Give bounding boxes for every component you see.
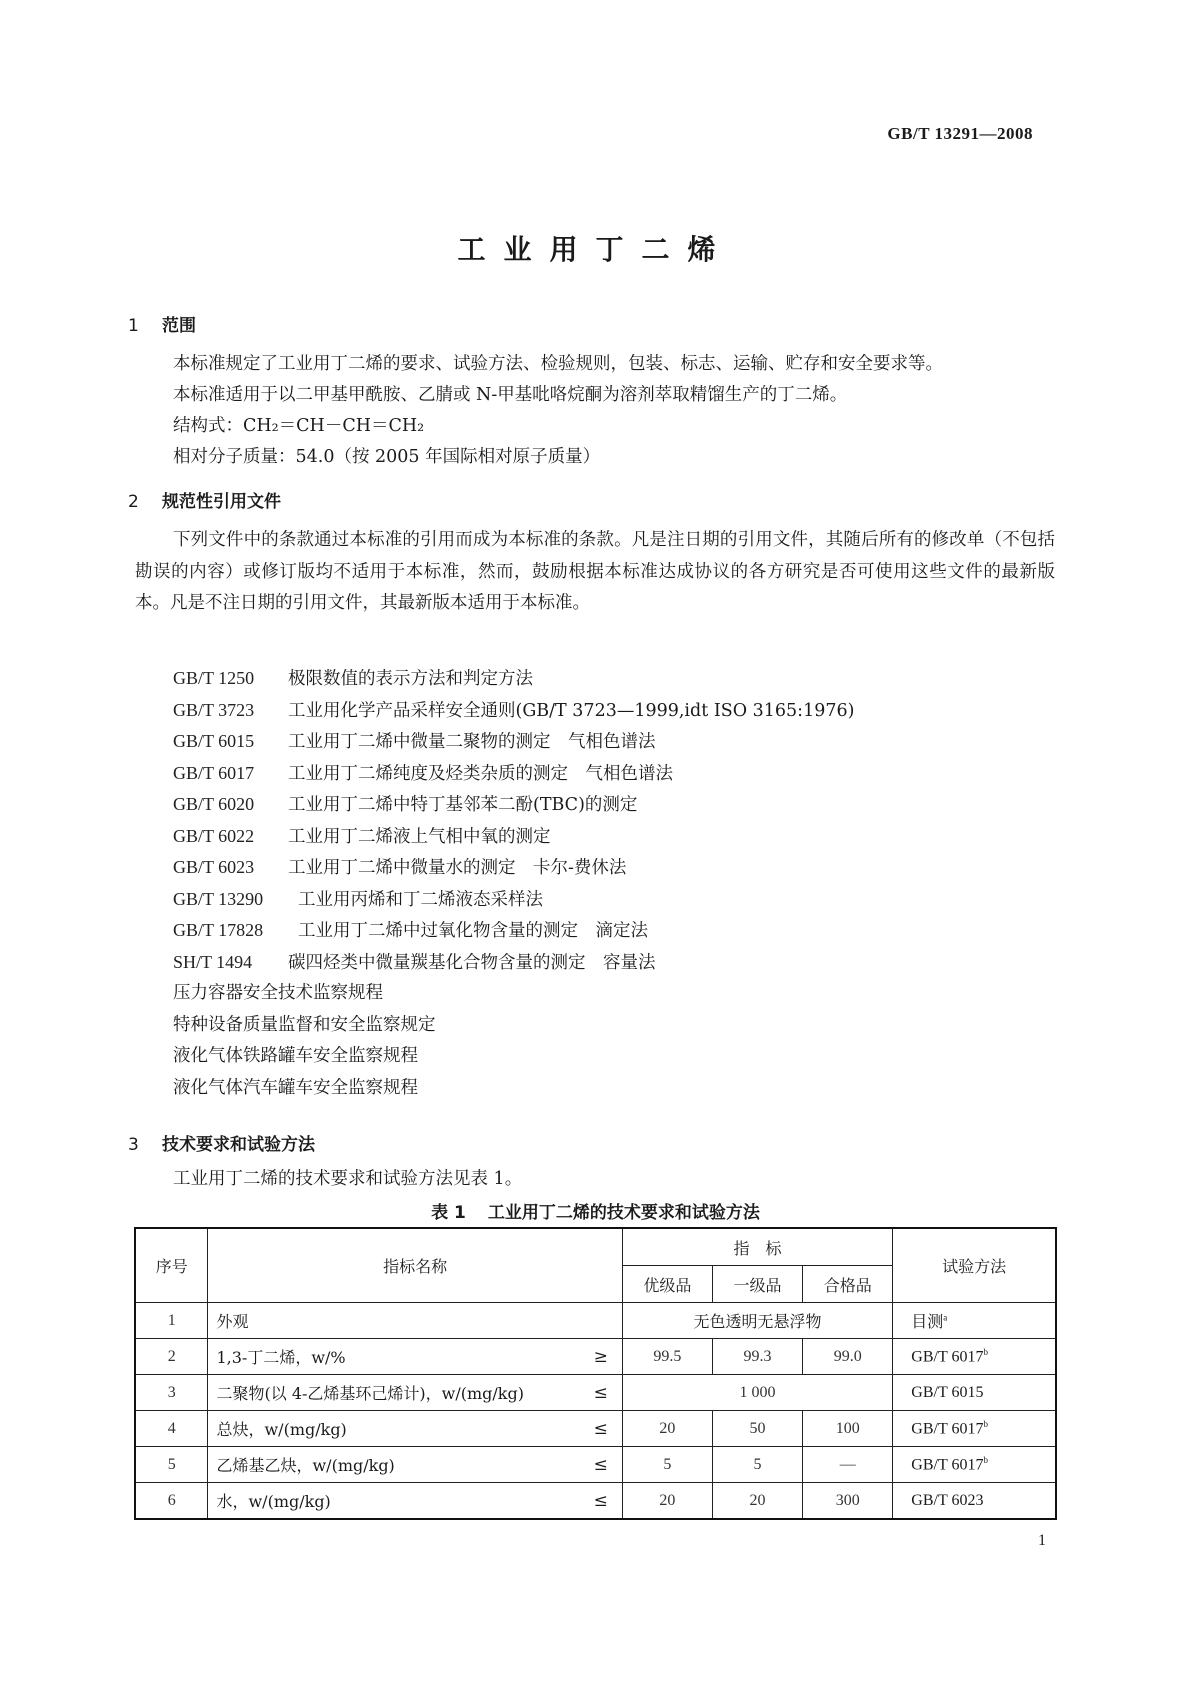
section-2-heading	[128, 487, 281, 512]
reference-item	[173, 884, 854, 916]
table-row	[135, 1339, 1056, 1375]
header-name: 指标名称	[208, 1228, 622, 1303]
reference-code: GB/T 6017	[173, 762, 255, 783]
header-index: 指 标	[622, 1228, 892, 1266]
comparison-symbol: ≤	[593, 1490, 608, 1511]
reference-item	[173, 758, 854, 790]
reference-item	[173, 821, 854, 853]
row-method	[893, 1303, 1056, 1339]
param-name: 乙烯基乙炔，w/(mg/kg)	[216, 1456, 395, 1475]
row-no: 3	[135, 1375, 208, 1411]
row-value-first: 99.3	[712, 1339, 802, 1375]
reference-title: 工业用丁二烯液上气相中氧的测定	[288, 826, 551, 847]
section-title: 技术要求和试验方法	[162, 1135, 315, 1155]
row-name	[208, 1303, 622, 1339]
method-text: GB/T 6023	[911, 1491, 984, 1509]
document-title: 工业用丁二烯	[457, 233, 734, 266]
row-value-first: 20	[712, 1483, 802, 1520]
reference-title: 工业用化学产品采样安全通则(GB/T 3723—1999,idt ISO 3165:1976)	[288, 700, 855, 721]
row-value-premium: 99.5	[622, 1339, 712, 1375]
section-number: 2	[128, 492, 139, 512]
param-name: 外观	[216, 1312, 249, 1331]
footnote-mark: b	[983, 1454, 988, 1465]
section-1-heading	[128, 311, 196, 336]
row-no: 6	[135, 1483, 208, 1520]
reference-code: GB/T 13290	[173, 888, 264, 909]
row-value-first: 50	[712, 1411, 802, 1447]
standard-code: GB/T 13291—2008	[887, 124, 1033, 143]
param-name: 1,3-丁二烯，w/%	[216, 1348, 346, 1367]
reference-code: GB/T 17828	[173, 920, 264, 940]
footnote-mark: a	[943, 1312, 948, 1323]
comparison-symbol: ≤	[593, 1418, 608, 1439]
row-no: 2	[135, 1339, 208, 1375]
reference-item	[173, 1073, 854, 1105]
spec-table	[134, 1227, 1057, 1520]
row-value-premium: 20	[622, 1483, 712, 1520]
reference-code: GB/T 6020	[173, 794, 255, 814]
table-row	[135, 1483, 1056, 1520]
reference-title: 压力容器安全技术监察规程	[173, 983, 383, 1003]
reference-title: 液化气体汽车罐车安全监察规程	[173, 1077, 418, 1098]
reference-title: 工业用丁二烯中微量二聚物的测定 气相色谱法	[288, 732, 656, 752]
paragraph: 本标准规定了工业用丁二烯的要求、试验方法、检验规则，包装、标志、运输、贮存和安全要求等。	[173, 354, 943, 374]
row-value-merged: 1 000	[622, 1375, 892, 1411]
method-text: GB/T 6017	[911, 1420, 984, 1438]
row-name	[208, 1339, 622, 1375]
row-name	[208, 1483, 622, 1520]
comparison-symbol: ≤	[593, 1382, 608, 1403]
row-name	[208, 1447, 622, 1483]
row-value-merged: 无色透明无悬浮物	[622, 1303, 892, 1339]
section-title: 规范性引用文件	[162, 492, 281, 512]
table-row	[135, 1447, 1056, 1483]
reference-title: 极限数值的表示方法和判定方法	[288, 669, 533, 689]
paragraph: 本标准适用于以二甲基甲酰胺、乙腈或 N-甲基吡咯烷酮为溶剂萃取精馏生产的丁二烯。	[173, 385, 848, 405]
footnote-mark: b	[983, 1346, 988, 1357]
reference-list	[173, 663, 854, 1104]
row-method	[893, 1411, 1056, 1447]
section-3-heading	[128, 1130, 315, 1155]
reference-code: GB/T 3723	[173, 699, 255, 720]
method-text: GB/T 6017	[911, 1456, 984, 1474]
footnote-mark: b	[983, 1418, 988, 1429]
reference-title: 工业用丙烯和丁二烯液态采样法	[298, 889, 543, 910]
reference-item	[173, 947, 854, 979]
table-row	[135, 1303, 1056, 1339]
param-name: 总炔，w/(mg/kg)	[216, 1420, 347, 1439]
row-value-qualified: 99.0	[803, 1339, 893, 1375]
reference-item	[173, 695, 854, 727]
method-text: 目测	[911, 1314, 944, 1331]
structural-formula: 结构式：CH₂＝CH－CH＝CH₂	[173, 416, 425, 436]
row-value-first: 5	[712, 1447, 802, 1483]
reference-title: 工业用丁二烯中过氧化物含量的测定 滴定法	[298, 921, 648, 941]
reference-code: GB/T 1250	[173, 668, 255, 688]
table-caption	[0, 1198, 1191, 1223]
section-1-body	[173, 349, 1053, 473]
row-no: 1	[135, 1303, 208, 1339]
reference-item	[173, 978, 854, 1010]
reference-code: GB/T 6022	[173, 825, 255, 846]
method-text: GB/T 6017	[911, 1348, 984, 1366]
comparison-symbol: ≤	[593, 1454, 608, 1475]
reference-code: GB/T 6023	[173, 857, 255, 877]
table-caption-label: 表 1	[431, 1203, 466, 1223]
reference-item	[173, 789, 854, 821]
reference-item	[173, 726, 854, 758]
header-no: 序号	[135, 1228, 208, 1303]
molecular-mass: 相对分子质量：54.0（按 2005 年国际相对原子质量）	[173, 447, 601, 467]
row-no: 5	[135, 1447, 208, 1483]
method-text: GB/T 6015	[911, 1383, 984, 1401]
reference-item	[173, 852, 854, 884]
reference-title: 特种设备质量监督和安全监察规定	[173, 1014, 436, 1035]
header-grade-premium: 优级品	[622, 1266, 712, 1303]
reference-code: GB/T 6015	[173, 731, 255, 751]
row-value-qualified: —	[803, 1447, 893, 1483]
row-name	[208, 1411, 622, 1447]
row-no: 4	[135, 1411, 208, 1447]
comparison-symbol: ≥	[593, 1346, 608, 1367]
row-method	[893, 1375, 1056, 1411]
reference-code: SH/T 1494	[173, 951, 253, 972]
param-name: 水，w/(mg/kg)	[216, 1492, 331, 1511]
param-name: 二聚物(以 4-乙烯基环己烯计)，w/(mg/kg)	[216, 1384, 524, 1403]
reference-title: 碳四烃类中微量羰基化合物含量的测定 容量法	[288, 952, 656, 973]
reference-title: 工业用丁二烯中特丁基邻苯二酚(TBC)的测定	[288, 795, 638, 815]
row-method	[893, 1339, 1056, 1375]
section-title: 范围	[162, 316, 196, 336]
reference-item	[173, 915, 854, 947]
section-number: 3	[128, 1135, 139, 1155]
row-method	[893, 1447, 1056, 1483]
reference-title: 工业用丁二烯中微量水的测定 卡尔-费休法	[288, 858, 627, 878]
row-value-qualified: 100	[803, 1411, 893, 1447]
row-value-premium: 5	[622, 1447, 712, 1483]
reference-title: 液化气体铁路罐车安全监察规程	[173, 1046, 418, 1066]
row-value-premium: 20	[622, 1411, 712, 1447]
row-value-qualified: 300	[803, 1483, 893, 1520]
page-number: 1	[1038, 1532, 1046, 1549]
table-caption-title: 工业用丁二烯的技术要求和试验方法	[487, 1203, 760, 1223]
reference-item	[173, 663, 854, 695]
section-2-intro: 下列文件中的条款通过本标准的引用而成为本标准的条款。凡是注日期的引用文件，其随后所有的修改单（不包括勘误的内容）或修订版均不适用于本标准，然而，鼓励根据本标准达成协议的各方研究是否可使用这些文件的最新版本。凡是不注日期的引用文件，其最新版本适用于本标准。	[135, 530, 1055, 613]
section-3-intro: 工业用丁二烯的技术要求和试验方法见表 1。	[173, 1169, 523, 1189]
header-method: 试验方法	[893, 1228, 1056, 1303]
header-grade-first: 一级品	[712, 1266, 802, 1303]
table-row	[135, 1375, 1056, 1411]
section-number: 1	[128, 316, 139, 336]
reference-item	[173, 1010, 854, 1042]
row-name	[208, 1375, 622, 1411]
table-header-row	[135, 1228, 1056, 1266]
header-grade-qualified: 合格品	[803, 1266, 893, 1303]
row-method	[893, 1483, 1056, 1520]
table-row	[135, 1411, 1056, 1447]
reference-item	[173, 1041, 854, 1073]
reference-title: 工业用丁二烯纯度及烃类杂质的测定 气相色谱法	[288, 763, 673, 784]
